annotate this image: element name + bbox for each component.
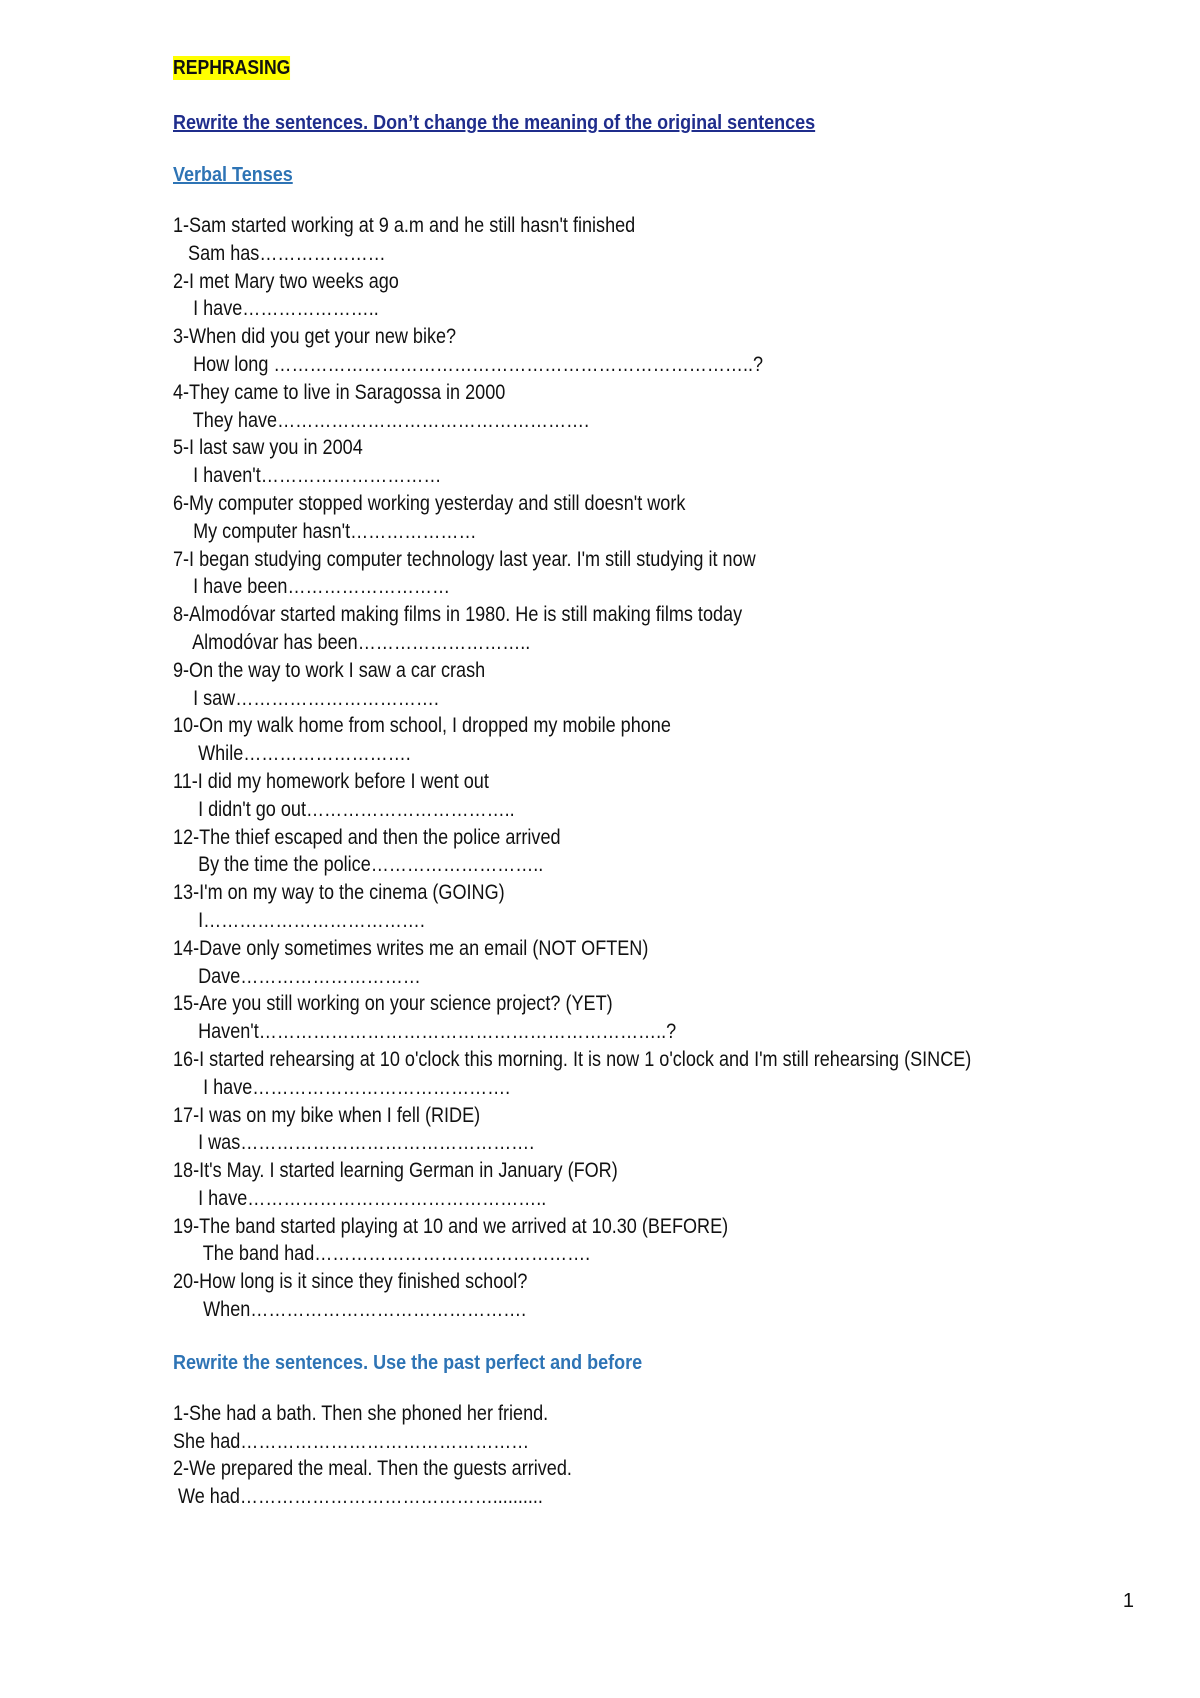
title-row	[173, 56, 1133, 80]
exercise-question: 7-I began studying computer technology last year. I'm still studying it now	[173, 547, 756, 571]
exercise-question: 6-My computer stopped working yesterday and still doesn't work	[173, 491, 686, 515]
exercise-question: 8-Almodóvar started making films in 1980. He is still making films today	[173, 603, 743, 627]
exercise-question: 15-Are you still working on your science project? (YET)	[173, 992, 613, 1016]
exercise-question: 9-On the way to work I saw a car crash	[173, 658, 486, 682]
exercise-question: 16-I started rehearsing at 10 o'clock this morning. It is now 1 o'clock and I'm still rehearsing (SINCE)	[173, 1047, 972, 1071]
exercise-list-past-perfect	[173, 1400, 1133, 1511]
exercise-question: 3-When did you get your new bike?	[173, 325, 457, 349]
exercise-answer-line: Sam has…………………	[173, 241, 386, 265]
exercise-answer-line: My computer hasn't…………………	[173, 519, 477, 543]
exercise-answer-line: She had…………………………………………	[173, 1429, 530, 1453]
exercise-answer-line: They have…………………………………………….	[173, 408, 590, 432]
exercise-answer-line: I have…………………………………….	[173, 1075, 511, 1099]
exercise-question: 1-Sam started working at 9 a.m and he still hasn't finished	[173, 214, 636, 237]
exercise-answer-line: Almodóvar has been………………………..	[173, 630, 531, 654]
exercise-answer-line: Haven't…………………………………………………………..?	[173, 1020, 677, 1044]
exercise-answer-line: When……………………………………….	[173, 1298, 527, 1322]
exercise-question: 11-I did my homework before I went out	[173, 769, 489, 793]
exercise-answer-line: Dave…………………………	[173, 964, 421, 988]
exercise-question: 17-I was on my bike when I fell (RIDE)	[173, 1103, 481, 1127]
exercise-answer-line: While……………………….	[173, 742, 411, 766]
exercise-answer-line: I didn't go out……………………………..	[173, 797, 515, 821]
exercise-question: 14-Dave only sometimes writes me an email (NOT OFTEN)	[173, 936, 649, 960]
exercise-answer-line: I……………………………….	[173, 908, 425, 932]
exercise-question: 10-On my walk home from school, I dropped my mobile phone	[173, 714, 671, 738]
exercise-list	[173, 212, 1133, 1324]
exercise-answer-line: I saw…………………………….	[173, 686, 439, 710]
document-title: REPHRASING	[173, 57, 291, 79]
exercise-answer-line: The band had……………………………………….	[173, 1242, 591, 1266]
exercise-question: 13-I'm on my way to the cinema (GOING)	[173, 881, 505, 905]
exercise-answer-line: I was………………………………………….	[173, 1131, 535, 1155]
instruction-heading: Rewrite the sentences. Don’t change the meaning of the original sentences	[173, 112, 816, 134]
exercise-answer-line: How long ……………………………………………………………………..?	[173, 352, 764, 376]
exercise-question: 19-The band started playing at 10 and we arrived at 10.30 (BEFORE)	[173, 1214, 729, 1238]
exercise-answer-line: I have been………………………	[173, 575, 451, 599]
exercise-answer-line: I have…………………………………………..	[173, 1186, 547, 1210]
exercise-answer-line: By the time the police………………………..	[173, 853, 544, 877]
exercise-question: 20-How long is it since they finished school?	[173, 1270, 528, 1294]
section-heading-past-perfect: Rewrite the sentences. Use the past perfect and before	[173, 1351, 643, 1374]
exercise-question: 18-It's May. I started learning German in January (FOR)	[173, 1159, 618, 1183]
exercise-question: 5-I last saw you in 2004	[173, 436, 363, 460]
exercise-answer-line: I haven't…………………………	[173, 464, 442, 488]
exercise-answer-line: I have…………………..	[173, 297, 379, 321]
section-heading-verbal-tenses: Verbal Tenses	[173, 164, 293, 186]
exercise-question: 4-They came to live in Saragossa in 2000	[173, 380, 506, 404]
exercise-question: 12-The thief escaped and then the police arrived	[173, 825, 561, 849]
exercise-question: 2-I met Mary two weeks ago	[173, 269, 399, 293]
document-body	[173, 56, 1133, 1511]
exercise-answer-line: We had……………………………………..........	[173, 1485, 543, 1509]
page-number: 1	[1122, 1590, 1134, 1612]
exercise-question: 1-She had a bath. Then she phoned her friend.	[173, 1401, 549, 1425]
exercise-question: 2-We prepared the meal. Then the guests arrived.	[173, 1457, 572, 1481]
